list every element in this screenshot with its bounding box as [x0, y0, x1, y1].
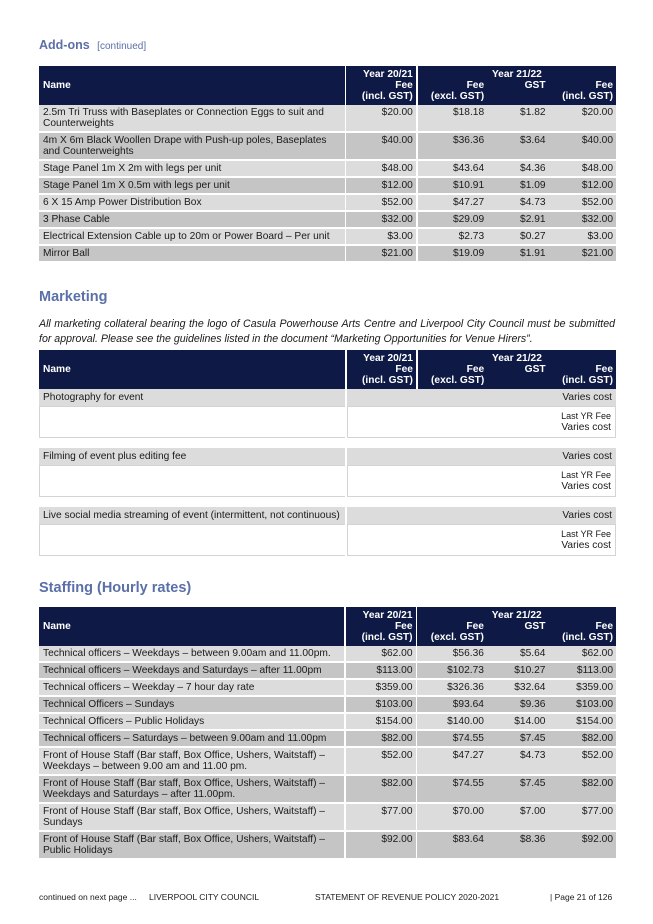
row-gst: $1.09: [487, 178, 548, 195]
table-row: [39, 697, 616, 714]
row-incl: $113.00: [548, 663, 616, 680]
row-prev: $32.00: [346, 212, 415, 229]
table-row: [39, 465, 616, 497]
row-incl: $62.00: [548, 646, 616, 663]
addons-year-prev: Year 20/21: [346, 66, 415, 80]
row-name: Front of House Staff (Bar staff, Box Office, Ushers, Waitstaff) – Weekdays – between 9.00 am and 11.00 pm.: [39, 748, 344, 776]
row-name: 4m X 6m Black Woollen Drape with Push-up poles, Baseplates and Counterweights: [39, 133, 345, 161]
row-incl: $359.00: [548, 680, 616, 697]
table-row: [39, 663, 616, 680]
addons-heading-text: Add-ons: [39, 38, 90, 52]
row-prev: $48.00: [346, 161, 415, 178]
row-incl: $82.00: [548, 731, 616, 748]
row-excl: $36.36: [418, 133, 487, 161]
table-row: [39, 680, 616, 697]
row-excl: $326.36: [417, 680, 486, 697]
row-incl: $12.00: [549, 178, 616, 195]
table-row: [39, 246, 616, 263]
row-incl: $52.00: [548, 748, 616, 776]
row-incl: $92.00: [548, 832, 616, 860]
row-name: Electrical Extension Cable up to 20m or Power Board – Per unit: [39, 229, 345, 246]
marketing-intro: All marketing collateral bearing the logo of Casula Powerhouse Arts Centre and Liverpool City Council must be submitted for approval. Please see the guidelines listed in the document “Marketing Opportunities for Venue Hirers”.: [39, 318, 615, 345]
table-row: [39, 178, 616, 195]
row-gst: $7.45: [487, 731, 549, 748]
staffing-col-excl: Fee (excl. GST): [417, 621, 486, 646]
marketing-heading: Marketing: [39, 289, 108, 305]
row-gst: $4.73: [487, 748, 549, 776]
marketing-year-curr: Year 21/22: [418, 350, 616, 364]
row-name: Technical officers – Weekdays – between 9.00am and 11.00pm.: [39, 646, 344, 663]
row-incl: $21.00: [549, 246, 616, 263]
row-gst: $5.64: [487, 646, 549, 663]
row-excl: $18.18: [418, 105, 487, 133]
footer-council: LIVERPOOL CITY COUNCIL: [149, 892, 260, 902]
marketing-table: [39, 350, 616, 556]
row-name: Photography for event: [39, 389, 345, 406]
row-gst: $7.00: [487, 804, 549, 832]
footer-continued: continued on next page ...: [39, 892, 137, 902]
table-row: [39, 229, 616, 246]
row-excl: $140.00: [417, 714, 486, 731]
staffing-col-gst: GST: [487, 621, 549, 646]
row-value: Varies cost: [347, 448, 616, 465]
row-prev: $40.00: [346, 133, 415, 161]
row-gst: $32.64: [487, 680, 549, 697]
marketing-col-incl: Fee (incl. GST): [549, 364, 616, 389]
row-prev: $21.00: [346, 246, 415, 263]
row-prev: $20.00: [346, 105, 415, 133]
row-name: 3 Phase Cable: [39, 212, 345, 229]
row-excl: $10.91: [418, 178, 487, 195]
staffing-heading: Staffing (Hourly rates): [39, 580, 192, 596]
row-excl: $47.27: [418, 195, 487, 212]
row-gst: $2.91: [487, 212, 548, 229]
row-name: Technical officers – Weekdays and Saturdays – after 11.00pm: [39, 663, 344, 680]
row-prev: $82.00: [346, 776, 415, 804]
row-excl: $29.09: [418, 212, 487, 229]
row-incl: $154.00: [548, 714, 616, 731]
row-gst: $1.91: [487, 246, 548, 263]
row-prev: $82.00: [346, 731, 415, 748]
row-prev: $62.00: [346, 646, 415, 663]
table-row: [39, 105, 616, 133]
row-excl: $102.73: [417, 663, 486, 680]
marketing-col-excl: Fee (excl. GST): [418, 364, 487, 389]
row-prev: $52.00: [346, 748, 415, 776]
row-incl: $3.00: [549, 229, 616, 246]
row-name: 2.5m Tri Truss with Baseplates or Connection Eggs to suit and Counterweights: [39, 105, 345, 133]
staffing-year-curr: Year 21/22: [417, 607, 616, 621]
row-name: Technical Officers – Sundays: [39, 697, 344, 714]
row-prev: $359.00: [346, 680, 415, 697]
row-value: Varies cost: [347, 389, 616, 406]
table-row: [39, 748, 616, 776]
row-excl: $2.73: [418, 229, 487, 246]
row-incl: $77.00: [548, 804, 616, 832]
row-excl: $43.64: [418, 161, 487, 178]
row-excl: $74.55: [417, 776, 486, 804]
addons-heading: [39, 38, 146, 52]
row-value: Varies cost: [347, 507, 616, 524]
addons-col-excl: Fee (excl. GST): [418, 80, 487, 105]
row-gst: $4.36: [487, 161, 548, 178]
row-name: Live social media streaming of event (intermittent, not continuous): [39, 507, 345, 524]
table-row: [39, 731, 616, 748]
row-gst: $9.36: [487, 697, 549, 714]
row-gst: $4.73: [487, 195, 548, 212]
marketing-year-prev: Year 20/21: [347, 350, 416, 364]
addons-col-name: Name: [39, 66, 345, 105]
table-row: [39, 524, 616, 556]
addons-col-prev: Fee (incl. GST): [346, 80, 415, 105]
table-row: [39, 832, 616, 860]
row-prev: $77.00: [346, 804, 415, 832]
row-name: Stage Panel 1m X 0.5m with legs per unit: [39, 178, 345, 195]
row-incl: $40.00: [549, 133, 616, 161]
row-incl: $82.00: [548, 776, 616, 804]
addons-heading-suffix: [continued]: [97, 41, 147, 52]
row-prev: $113.00: [346, 663, 415, 680]
row-name: Mirror Ball: [39, 246, 345, 263]
row-name: 6 X 15 Amp Power Distribution Box: [39, 195, 345, 212]
row-gst: $3.64: [487, 133, 548, 161]
footer-page-number: | Page 21 of 126: [550, 892, 613, 902]
row-prev: $103.00: [346, 697, 415, 714]
staffing-col-incl: Fee (incl. GST): [548, 621, 616, 646]
row-prev: $12.00: [346, 178, 415, 195]
row-name: Technical Officers – Public Holidays: [39, 714, 344, 731]
table-row: [39, 161, 616, 178]
table-row: [39, 646, 616, 663]
row-name: Front of House Staff (Bar staff, Box Office, Ushers, Waitstaff) – Public Holidays: [39, 832, 344, 860]
staffing-col-prev: Fee (incl. GST): [346, 621, 415, 646]
row-excl: $70.00: [417, 804, 486, 832]
row-excl: $47.27: [417, 748, 486, 776]
table-row: [39, 195, 616, 212]
row-gst: $10.27: [487, 663, 549, 680]
addons-table: [39, 66, 616, 263]
table-row: [39, 448, 616, 465]
row-prev: $52.00: [346, 195, 415, 212]
row-gst: $1.82: [487, 105, 548, 133]
row-incl: $103.00: [548, 697, 616, 714]
table-row: [39, 714, 616, 731]
staffing-table: [39, 607, 616, 860]
addons-col-gst: GST: [487, 80, 548, 105]
row-excl: $56.36: [417, 646, 486, 663]
row-incl: $48.00: [549, 161, 616, 178]
last-year-box: Last YR Fee Varies cost: [347, 465, 616, 497]
table-row: [39, 389, 616, 406]
marketing-col-prev: Fee (incl. GST): [347, 364, 416, 389]
row-excl: $83.64: [417, 832, 486, 860]
marketing-col-name: Name: [39, 350, 345, 389]
table-row: [39, 776, 616, 804]
addons-col-incl: Fee (incl. GST): [549, 80, 616, 105]
row-name: Technical officers – Weekday – 7 hour day rate: [39, 680, 344, 697]
row-incl: $52.00: [549, 195, 616, 212]
row-gst: $7.45: [487, 776, 549, 804]
row-excl: $74.55: [417, 731, 486, 748]
table-row: [39, 804, 616, 832]
last-year-box: Last YR Fee Varies cost: [347, 406, 616, 438]
row-gst: $14.00: [487, 714, 549, 731]
row-excl: $93.64: [417, 697, 486, 714]
row-gst: $0.27: [487, 229, 548, 246]
row-excl: $19.09: [418, 246, 487, 263]
row-name: Technical officers – Saturdays – between 9.00am and 11.00pm: [39, 731, 344, 748]
row-name: Stage Panel 1m X 2m with legs per unit: [39, 161, 345, 178]
row-prev: $154.00: [346, 714, 415, 731]
table-row: [39, 212, 616, 229]
row-incl: $20.00: [549, 105, 616, 133]
last-year-box: Last YR Fee Varies cost: [347, 524, 616, 556]
row-name: Filming of event plus editing fee: [39, 448, 345, 465]
row-name: Front of House Staff (Bar staff, Box Office, Ushers, Waitstaff) – Sundays: [39, 804, 344, 832]
footer-statement: STATEMENT OF REVENUE POLICY 2020-2021: [315, 892, 500, 902]
table-row: [39, 507, 616, 524]
row-name: Front of House Staff (Bar staff, Box Office, Ushers, Waitstaff) – Weekdays and Saturdays – after 11.00pm.: [39, 776, 344, 804]
row-prev: $3.00: [346, 229, 415, 246]
marketing-col-gst: GST: [487, 364, 548, 389]
staffing-year-prev: Year 20/21: [346, 607, 415, 621]
row-prev: $92.00: [346, 832, 415, 860]
table-row: [39, 133, 616, 161]
row-gst: $8.36: [487, 832, 549, 860]
row-incl: $32.00: [549, 212, 616, 229]
staffing-col-name: Name: [39, 607, 344, 646]
table-row: [39, 406, 616, 438]
addons-year-curr: Year 21/22: [418, 66, 616, 80]
